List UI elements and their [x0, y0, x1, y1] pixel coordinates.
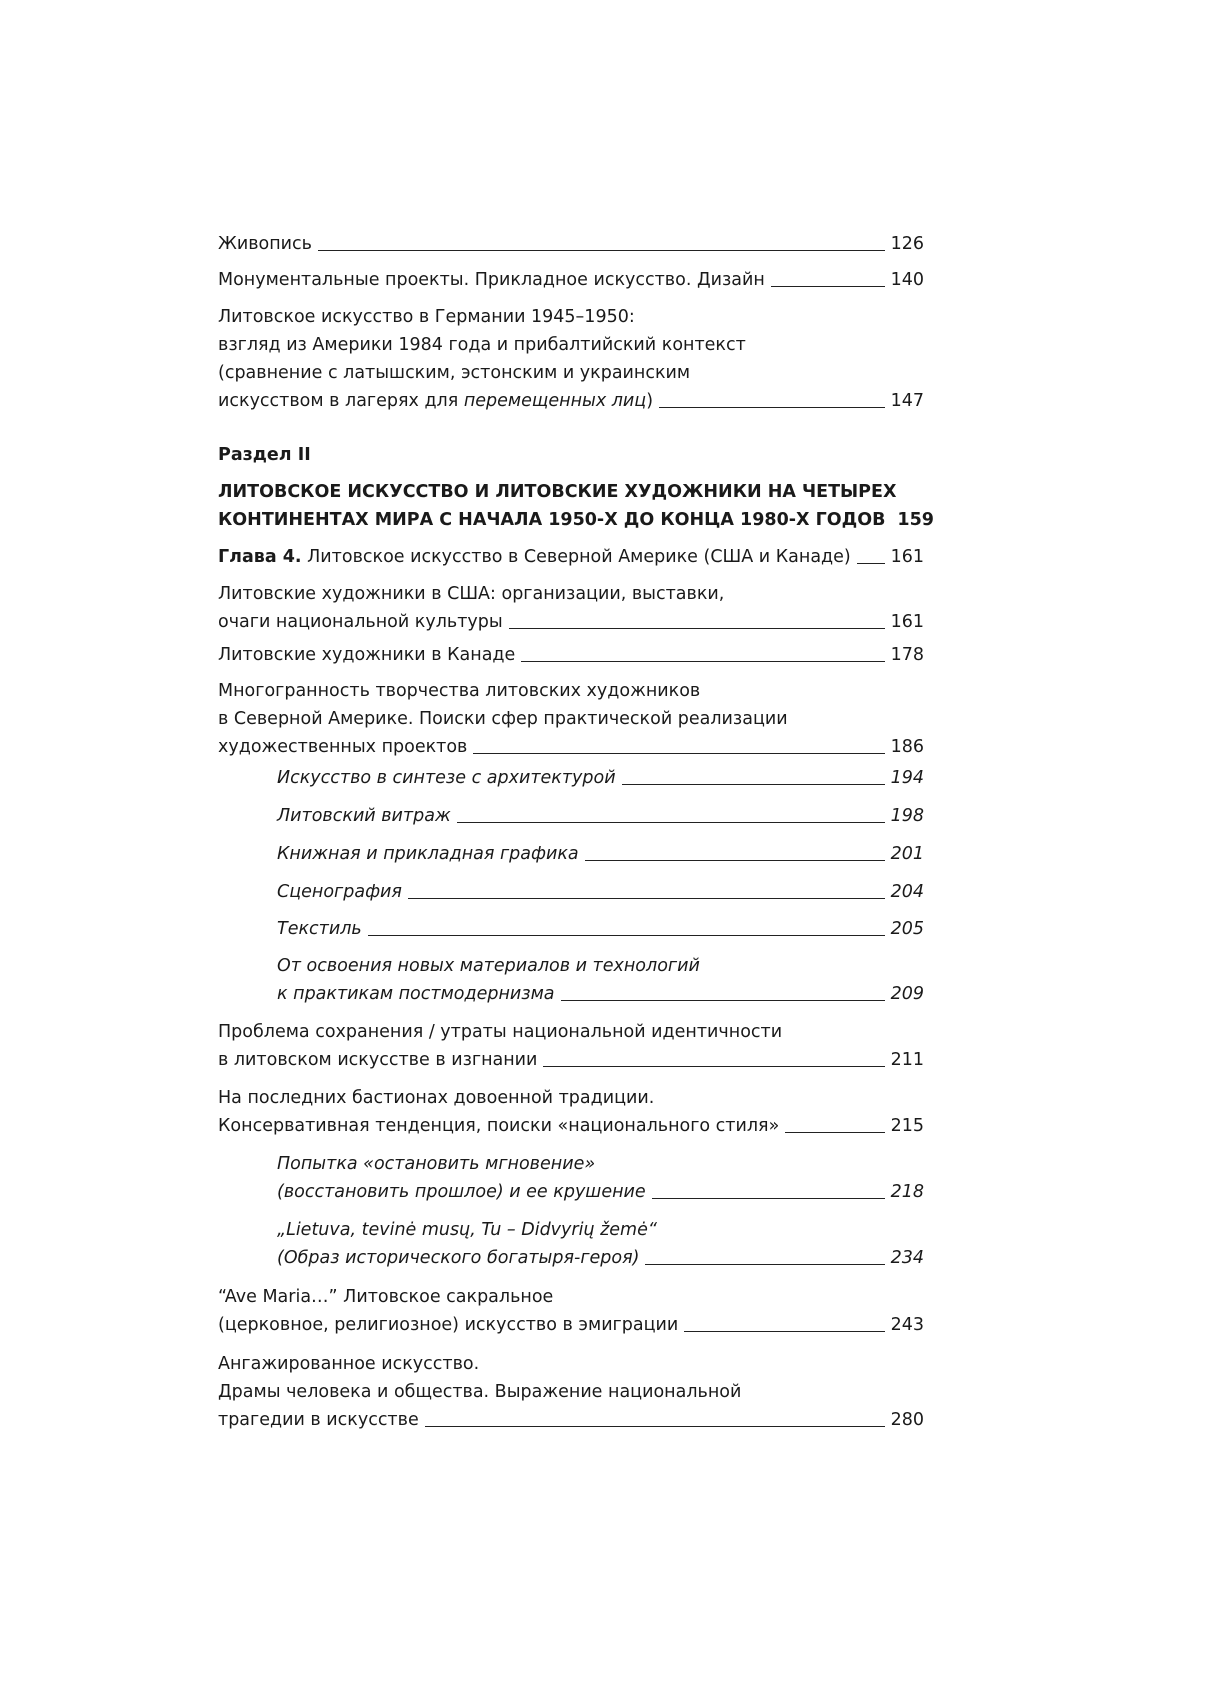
- entry-line: Многогранность творчества литовских художников: [218, 681, 701, 701]
- entry-title: Литовское искусство в Северной Америке (США и Канаде): [301, 547, 851, 567]
- dot-leader: [785, 1132, 884, 1133]
- entry-line: Проблема сохранения / утраты национальной идентичности: [218, 1022, 783, 1042]
- dot-leader: [659, 407, 885, 408]
- dot-leader: [771, 286, 885, 287]
- dot-leader: [543, 1066, 884, 1067]
- page-number: 126: [890, 234, 924, 254]
- entry-title-italic: перемещенных лиц: [463, 391, 647, 411]
- page-number: 205: [890, 919, 924, 939]
- dot-leader: [408, 898, 885, 899]
- page-number: 215: [890, 1116, 924, 1136]
- page-number: 201: [890, 844, 924, 864]
- toc-entry-engaged-art[interactable]: [218, 1350, 924, 1434]
- toc-entry-versatility[interactable]: [218, 677, 924, 761]
- entry-title: Живопись: [218, 234, 312, 254]
- page-number: 140: [890, 270, 924, 290]
- toc-entry-usa[interactable]: [218, 580, 924, 636]
- entry-title: Литовский витраж: [277, 806, 451, 826]
- dot-leader: [425, 1426, 885, 1427]
- toc-entry-ave-maria[interactable]: [218, 1283, 924, 1339]
- dot-leader: [457, 822, 885, 823]
- dot-leader: [684, 1331, 884, 1332]
- toc-entry-bastions[interactable]: [218, 1084, 924, 1140]
- toc-entry-graphics[interactable]: [277, 840, 924, 868]
- entry-line: в Северной Америке. Поиски сфер практической реализации: [218, 709, 788, 729]
- toc-entry-monumental[interactable]: [218, 266, 924, 294]
- dot-leader: [368, 935, 885, 936]
- toc-entry-painting[interactable]: [218, 230, 924, 258]
- chapter-label: Глава 4.: [218, 547, 302, 567]
- page-number: 178: [890, 645, 924, 665]
- page-number: 161: [890, 612, 924, 632]
- toc-entry-section-2[interactable]: [218, 478, 934, 534]
- section-title-line: КОНТИНЕНТАХ МИРА С НАЧАЛА 1950-Х ДО КОНЦА 1980-Х ГОДОВ: [218, 510, 886, 530]
- dot-leader: [622, 784, 885, 785]
- entry-title: (Образ исторического богатыря-героя): [277, 1248, 640, 1268]
- entry-line: Драмы человека и общества. Выражение национальной: [218, 1382, 742, 1402]
- page-number: 209: [890, 984, 924, 1004]
- dot-leader: [652, 1198, 885, 1199]
- entry-title: Монументальные проекты. Прикладное искусство. Дизайн: [218, 270, 765, 290]
- entry-title: Сценография: [277, 882, 402, 902]
- entry-title: Консервативная тенденция, поиски «национального стиля»: [218, 1116, 780, 1136]
- dot-leader: [473, 753, 884, 754]
- dot-leader: [585, 860, 885, 861]
- entry-line: Попытка «остановить мгновение»: [277, 1154, 596, 1174]
- dot-leader: [509, 628, 885, 629]
- dot-leader: [561, 1000, 885, 1001]
- page-number: 211: [890, 1050, 924, 1070]
- entry-title: Текстиль: [277, 919, 362, 939]
- entry-title: искусством в лагерях для перемещенных лиц): [218, 391, 654, 411]
- toc-entry-stained-glass[interactable]: [277, 802, 924, 830]
- dot-leader: [318, 250, 885, 251]
- toc-entry-moment[interactable]: [277, 1150, 924, 1206]
- entry-line: “Ave Maria…” Литовское сакральное: [218, 1287, 554, 1307]
- page-number: 194: [890, 768, 924, 788]
- toc-entry-lietuva[interactable]: [277, 1216, 924, 1272]
- page-number: 204: [890, 882, 924, 902]
- dot-leader: [521, 661, 884, 662]
- toc-entry-chapter-4[interactable]: [218, 543, 924, 571]
- entry-title: в литовском искусстве в изгнании: [218, 1050, 538, 1070]
- section-title-line: ЛИТОВСКОЕ ИСКУССТВО И ЛИТОВСКИЕ ХУДОЖНИКИ НА ЧЕТЫРЕХ: [218, 482, 897, 502]
- entry-title: Литовские художники в Канаде: [218, 645, 516, 665]
- dot-leader: [645, 1264, 884, 1265]
- toc-entry-canada[interactable]: [218, 641, 924, 669]
- entry-line: „Lietuva, tevinė musų, Tu – Didvyrių žemė“: [277, 1220, 657, 1240]
- entry-line: Литовские художники в США: организации, выставки,: [218, 584, 725, 604]
- entry-line: взгляд из Америки 1984 года и прибалтийский контекст: [218, 335, 746, 355]
- toc-entry-germany[interactable]: [218, 303, 924, 415]
- toc-entry-textile[interactable]: [277, 915, 924, 943]
- entry-title: Искусство в синтезе с архитектурой: [277, 768, 616, 788]
- page-number: 186: [890, 737, 924, 757]
- page-number: 234: [890, 1248, 924, 1268]
- page-number: 198: [890, 806, 924, 826]
- entry-title: Книжная и прикладная графика: [277, 844, 579, 864]
- entry-title: (восстановить прошлое) и ее крушение: [277, 1182, 646, 1202]
- page-number: 218: [890, 1182, 924, 1202]
- page-number: 147: [890, 391, 924, 411]
- entry-line: Литовское искусство в Германии 1945–1950:: [218, 307, 635, 327]
- entry-line: (сравнение с латышским, эстонским и украинским: [218, 363, 691, 383]
- toc-entry-scenography[interactable]: [277, 878, 924, 906]
- entry-title: (церковное, религиозное) искусство в эмиграции: [218, 1315, 679, 1335]
- page-number: 280: [890, 1410, 924, 1430]
- dot-leader: [857, 563, 885, 564]
- entry-line: Ангажированное искусство.: [218, 1354, 480, 1374]
- entry-title: художественных проектов: [218, 737, 468, 757]
- page-number: 161: [890, 547, 924, 567]
- section-label: Раздел II: [218, 445, 311, 465]
- entry-line: От освоения новых материалов и технологий: [277, 956, 700, 976]
- entry-title: к практикам постмодернизма: [277, 984, 555, 1004]
- toc-entry-postmodernism[interactable]: [277, 952, 924, 1008]
- page-number: 243: [890, 1315, 924, 1335]
- page-number: 159: [897, 510, 934, 530]
- entry-line: На последних бастионах довоенной традиции.: [218, 1088, 655, 1108]
- toc-entry-architecture[interactable]: [277, 764, 924, 792]
- entry-title: трагедии в искусстве: [218, 1410, 419, 1430]
- toc-entry-identity[interactable]: [218, 1018, 924, 1074]
- entry-title: очаги национальной культуры: [218, 612, 503, 632]
